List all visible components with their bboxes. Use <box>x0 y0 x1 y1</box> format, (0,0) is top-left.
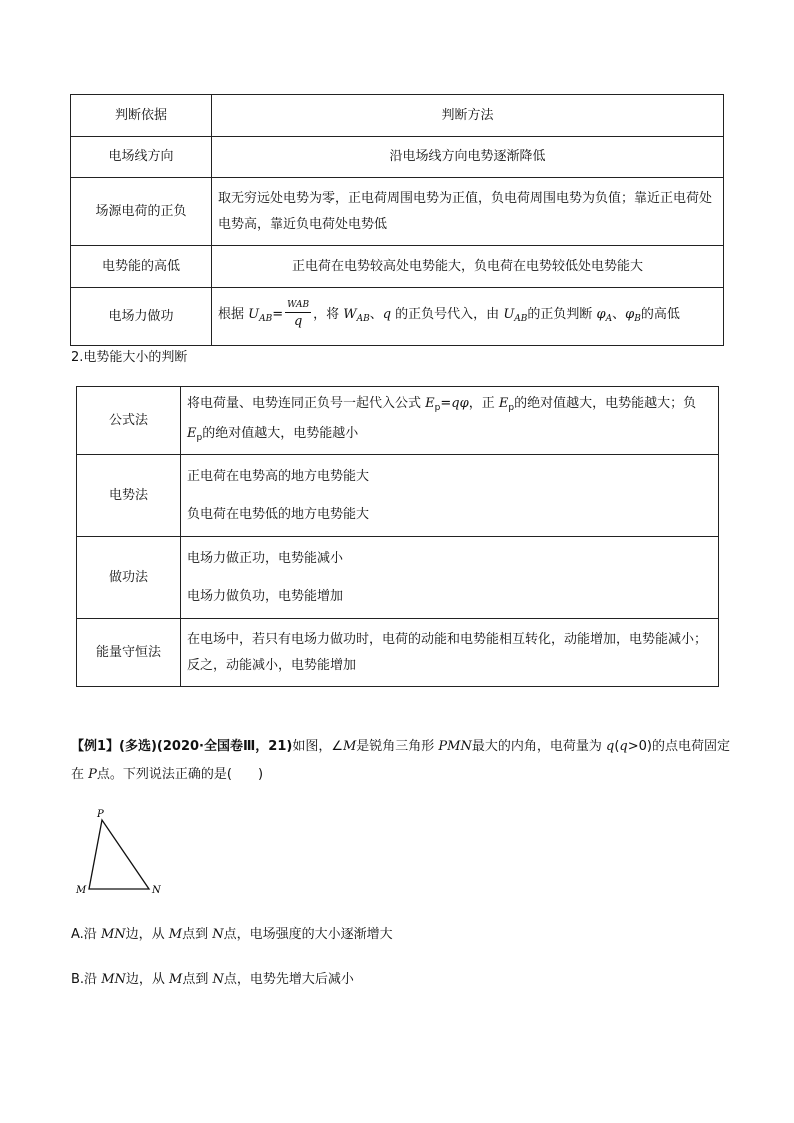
text: 的正负判断 <box>527 307 597 322</box>
subscript: B <box>634 314 641 324</box>
symbol: q <box>606 739 615 754</box>
symbol: E <box>425 395 435 411</box>
symbol: P <box>88 767 97 782</box>
text: 将电荷量、电势连同正负号一起代入公式 <box>187 395 426 411</box>
table-row <box>71 288 724 346</box>
text: ，将 <box>313 307 344 322</box>
method-label: 公式法 <box>77 387 181 455</box>
text-line: 正电荷在电势高的地方电势能大 <box>187 468 370 484</box>
text-line: 电场力做正功，电势能减小 <box>187 550 344 566</box>
table-row <box>77 619 719 687</box>
text: 、 <box>369 307 383 322</box>
symbol: φ <box>625 307 635 322</box>
table-row <box>71 95 724 137</box>
symbol: E <box>187 425 197 441</box>
text: 点到 <box>182 972 213 987</box>
text: >0)的点电荷固定在 <box>71 739 730 782</box>
text: 是锐角三角形 <box>356 739 439 754</box>
example-tag: 【例1】(多选)(2020·全国卷Ⅲ，21) <box>71 739 293 754</box>
text: 的正负号代入，由 <box>391 307 504 322</box>
header-method: 判断方法 <box>212 95 724 137</box>
table-row <box>71 246 724 288</box>
symbol: M <box>168 927 183 942</box>
triangle-pmn-figure <box>70 805 170 897</box>
method-cell: 沿电场线方向电势逐渐降低 <box>212 137 724 178</box>
symbol: W <box>343 307 357 322</box>
subscript: AB <box>514 314 528 324</box>
symbol: U <box>248 307 260 322</box>
text: 的绝对值越大，电势能越大；负 <box>514 395 697 411</box>
text: B.沿 <box>71 972 102 987</box>
symbol: N <box>212 972 224 987</box>
fraction-numerator: WAB <box>285 301 311 313</box>
text: 的高低 <box>640 307 680 322</box>
label-m: M <box>76 885 87 896</box>
basis-cell: 电势能的高低 <box>71 246 212 288</box>
text: 点，电场强度的大小逐渐增大 <box>223 927 393 942</box>
method-label: 做功法 <box>77 537 181 619</box>
subscript: p <box>196 432 203 443</box>
energy-judgment-table <box>76 386 719 687</box>
example-question <box>71 733 731 789</box>
subscript: AB <box>356 314 370 324</box>
text: 、 <box>612 307 626 322</box>
option-a <box>71 923 393 942</box>
symbol: φ <box>596 307 606 322</box>
symbol: MN <box>100 927 126 942</box>
fraction-denominator: q <box>293 314 303 329</box>
symbol: M <box>169 972 183 987</box>
text: 最大的内角，电荷量为 <box>471 739 606 754</box>
method-cell <box>212 288 724 346</box>
table-row <box>71 137 724 178</box>
method-label: 能量守恒法 <box>77 619 181 687</box>
table-row <box>71 178 724 246</box>
text: ( <box>614 739 620 754</box>
text: A.沿 <box>71 927 101 942</box>
text: 的绝对值越大，电势能越小 <box>202 425 359 441</box>
method-description <box>181 537 719 619</box>
text-line: 负电荷在电势低的地方电势能大 <box>187 506 370 522</box>
symbol: qφ <box>451 395 469 411</box>
text: = <box>272 307 284 322</box>
subscript: AB <box>259 314 273 324</box>
potential-judgment-table <box>70 94 724 346</box>
text: 点到 <box>182 927 213 942</box>
option-b <box>71 968 354 987</box>
symbol: U <box>503 307 515 322</box>
text: = <box>440 395 452 411</box>
table-row <box>77 537 719 619</box>
subscript: p <box>508 402 515 413</box>
method-cell: 正电荷在电势较高处电势能大，负电荷在电势较低处电势能大 <box>212 246 724 288</box>
text: 边，从 <box>125 972 170 987</box>
symbol: MN <box>101 972 126 987</box>
basis-cell: 场源电荷的正负 <box>71 178 212 246</box>
header-basis: 判断依据 <box>71 95 212 137</box>
text: ，正 <box>468 395 499 411</box>
label-n: N <box>152 885 161 896</box>
subscript: A <box>605 314 613 324</box>
symbol: M <box>342 739 357 754</box>
triangle-pmn <box>89 820 149 889</box>
subscript: p <box>434 402 441 413</box>
method-label: 电势法 <box>77 455 181 537</box>
text: 点。下列说法正确的是( ) <box>96 767 264 782</box>
method-description <box>181 387 719 455</box>
fraction <box>285 301 311 328</box>
table-row <box>77 387 719 455</box>
method-description <box>181 455 719 537</box>
symbol: E <box>498 395 509 411</box>
basis-cell: 电场线方向 <box>71 137 212 178</box>
symbol: N <box>212 927 224 942</box>
symbol: q <box>619 739 628 754</box>
text: 点，电势先增大后减小 <box>223 972 354 987</box>
symbol: PMN <box>438 739 472 754</box>
label-p: P <box>97 809 104 820</box>
section-title: 2.电势能大小的判断 <box>71 350 188 365</box>
text: 如图，∠ <box>292 739 343 754</box>
text: 边，从 <box>125 927 169 942</box>
text-line: 电场力做负功，电势能增加 <box>187 588 344 604</box>
method-description: 在电场中，若只有电场力做功时，电荷的动能和电势能相互转化，动能增加，电势能减小；反之，动能减小，电势能增加 <box>181 619 719 687</box>
symbol: q <box>382 307 392 322</box>
text: 根据 <box>218 307 249 322</box>
table-row <box>77 455 719 537</box>
basis-cell: 电场力做功 <box>71 288 212 346</box>
method-cell: 取无穷远处电势为零，正电荷周围电势为正值，负电荷周围电势为负值；靠近正电荷处电势高，靠近负电荷处电势低 <box>212 178 724 246</box>
